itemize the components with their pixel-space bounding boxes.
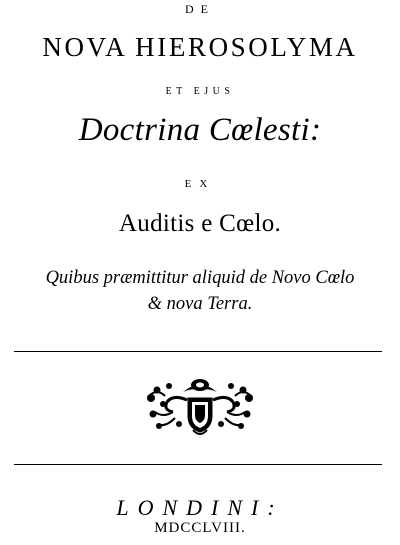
title-line-auditis-e-coelo: Auditis e Cœlo. [118,210,282,237]
title-line-ex: EX [184,178,216,190]
title-line-nova-hierosolyma: NOVA HIEROSOLYMA [42,32,358,62]
title-line-et-ejus: ET EJUS [165,86,235,97]
title-line-doctrina-coelesti: Doctrina Cœlesti: [78,112,322,148]
floral-shield-ornament-icon [143,374,257,438]
subtitle-line-2: & nova Terra. [147,294,253,314]
bottom-rule-divider [14,464,382,465]
top-rule-divider [14,351,382,352]
imprint-place: LONDINI: [116,495,284,520]
subtitle-line-1: Quibus præmittitur aliquid de Novo Cœlo [45,268,355,288]
imprint-year: MDCCLVIII. [154,520,246,536]
title-line-de: DE [185,2,215,16]
